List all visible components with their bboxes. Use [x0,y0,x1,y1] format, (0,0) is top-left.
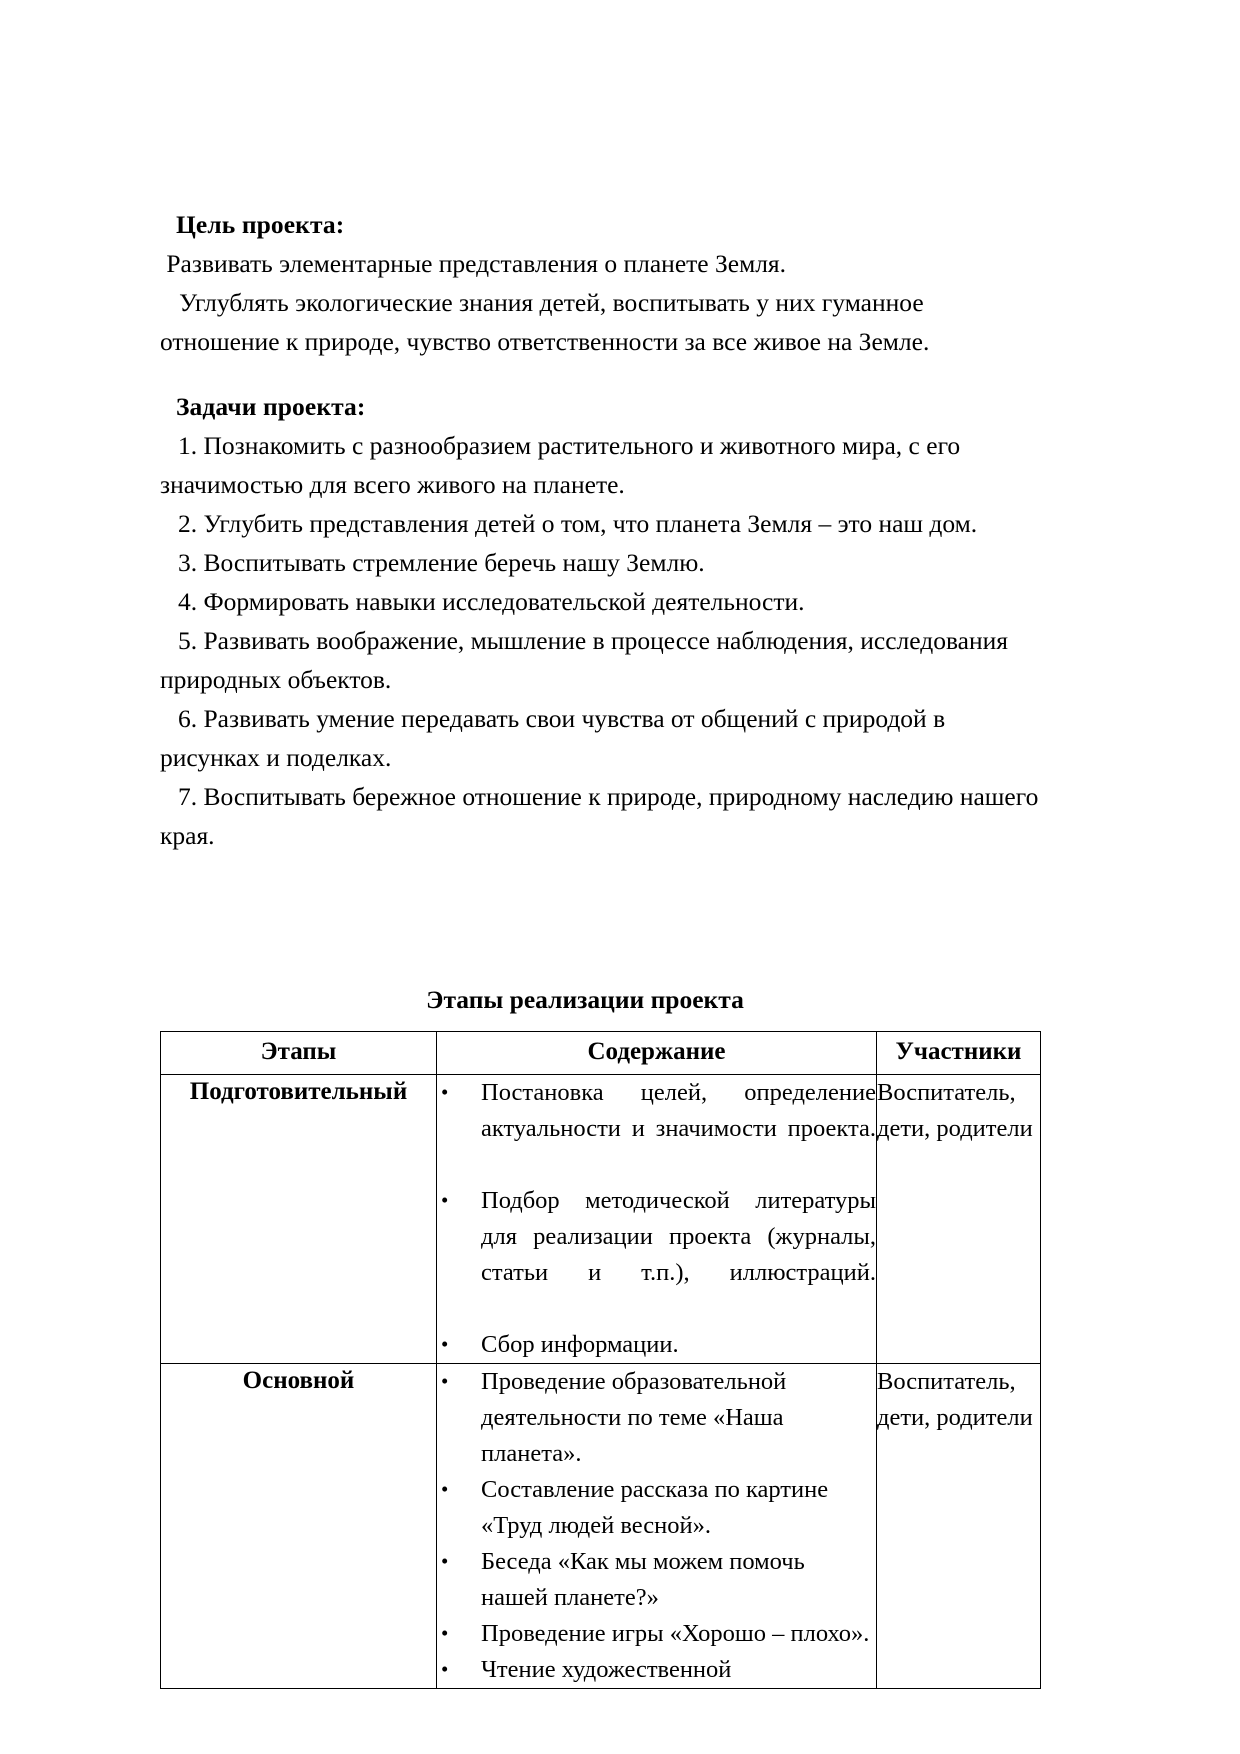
content-bullet-list [437,1075,876,1363]
table-row [161,1364,1041,1689]
participants-main: Воспитатель, дети, родители [877,1364,1041,1689]
document-body [160,205,1045,1689]
stage-content-preparatory [437,1075,877,1364]
list-item: • Составление рассказа по картине «Труд людей весной». [437,1472,876,1544]
column-header-participants: Участники [877,1032,1041,1075]
stage-name-main: Основной [161,1364,437,1689]
goal-line-2: Углублять экологические знания детей, воспитывать у них гуманное отношение к природе, чувство ответственности за все живое на Земле. [160,288,931,356]
stage-name-preparatory: Подготовительный [161,1075,437,1364]
table-row [161,1075,1041,1364]
list-item: • Чтение художественной [437,1652,876,1688]
task-item-6: 6. Развивать умение передавать свои чувства от общений с природой в рисунках и поделках. [160,704,952,772]
pre-table-spacer [160,855,1040,983]
task-item-2: 2. Углубить представления детей о том, что планета Земля – это наш дом. [178,509,978,538]
task-item-3: 3. Воспитывать стремление беречь нашу Землю. [178,548,705,577]
column-header-content: Содержание [437,1032,877,1075]
list-item: • Проведение игры «Хорошо – плохо». [437,1616,876,1652]
participants-preparatory: Воспитатель, дети, родители [877,1075,1041,1364]
stage-content-main [437,1364,877,1689]
list-item: • Постановка целей, определение актуальности и значимости проекта. [437,1075,876,1183]
list-item: • Проведение образовательной деятельности по теме «Наша планета». [437,1364,876,1472]
content-bullet-list [437,1364,876,1688]
list-item: • Сбор информации. [437,1327,876,1363]
task-item-5: 5. Развивать воображение, мышление в процессе наблюдения, исследования природных объектов. [160,626,1015,694]
stages-table [160,1031,1041,1689]
task-item-7: 7. Воспитывать бережное отношение к природе, природному наследию нашего края. [160,782,1045,850]
goal-line-1: Развивать элементарные представления о планете Земля. [160,249,787,278]
task-item-4: 4. Формировать навыки исследовательской деятельности. [178,587,805,616]
goal-heading: Цель проекта: [176,210,345,239]
table-header-row [161,1032,1041,1075]
task-item-1: 1. Познакомить с разнообразием растительного и животного мира, с его значимостью для всего живого на планете. [160,431,967,499]
tasks-heading: Задачи проекта: [176,392,366,421]
list-item: • Подбор методической литературы для реализации проекта (журналы, статьи и т.п.), иллюстраций. [437,1183,876,1327]
section-spacer [160,361,1040,387]
list-item: • Беседа «Как мы можем помочь нашей планете?» [437,1544,876,1616]
column-header-stages: Этапы [161,1032,437,1075]
stages-table-title: Этапы реализации проекта [426,985,744,1014]
